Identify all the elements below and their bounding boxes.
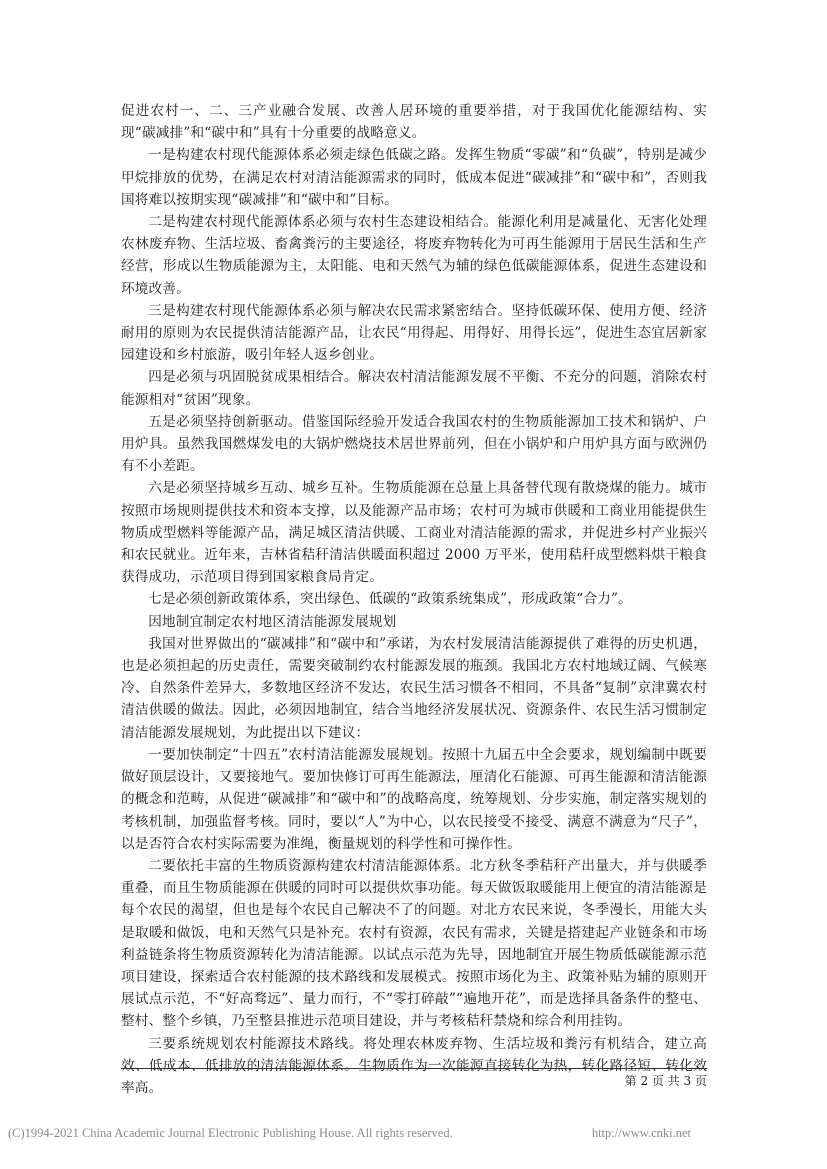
page-number: 第 2 页 共 3 页 [624,1074,707,1088]
paragraph: 四是必须与巩固脱贫成果相结合。解决农村清洁能源发展不平衡、不充分的问题，消除农村能源相对“贫困”现象。 [121,369,707,408]
paragraph: 一要加快制定“十四五”农村清洁能源发展规划。按照十九届五中全会要求，规划编制中既要做好顶层设计，又要接地气。要加快修订可再生能源法，厘清化石能源、可再生能源和清洁能源的概念和范畴，从促进“碳减排”和“碳中和”的战略高度，统筹规划、分步实施，制定落实规划的考核机制，加强监督考核。同时，要以“人”为中心，以农民接受不接受、满意不满意为“尺子”，以是否符合农村实际需要为准绳，衡量规划的科学性和可操作性。 [121,746,707,852]
paragraph: 三要系统规划农村能源技术路线。将处理农林废弃物、生活垃圾和粪污有机结合，建立高效、低成本、低排放的清洁能源体系。生物质作为一次能源直接转化为热，转化路径短、转化效率高。 [121,1035,707,1096]
copyright-notice: (C)1994-2021 China Academic Journal Electronic Publishing House. All rights reserved. [8,1126,453,1140]
paragraph: 一是构建农村现代能源体系必须走绿色低碳之路。发挥生物质“零碳”和“负碳”，特别是减少甲烷排放的优势，在满足农村对清洁能源需求的同时，低成本促进“碳减排”和“碳中和”，否则我国将难以按期实现“碳减排”和“碳中和”目标。 [121,147,707,208]
paragraph: 促进农村一、二、三产业融合发展、改善人居环境的重要举措，对于我国优化能源结构、实现“碳减排”和“碳中和”具有十分重要的战略意义。 [121,103,707,142]
footer-divider [121,1068,707,1069]
article-body [121,100,707,1099]
paragraph: 二要依托丰富的生物质资源构建农村清洁能源体系。北方秋冬季秸秆产出量大，并与供暖季重叠，而且生物质能源在供暖的同时可以提供炊事功能。每天做饭取暖能用上便宜的清洁能源是每个农民的渴望，但也是每个农民自己解决不了的问题。对北方农民来说，冬季漫长，用能大头是取暖和做饭，电和天然气只是补充。农村有资源，农民有需求，关键是搭建起产业链条和市场利益链条将生物质资源转化为清洁能源。以试点示范为先导，因地制宜开展生物质低碳能源示范项目建设，探索适合农村能源的技术路线和发展模式。按照市场化为主、政策补贴为辅的原则开展试点示范，不“好高骛远”、量力而行，不“零打碎敲”“遍地开花”，而是选择具备条件的整屯、整村、整个乡镇，乃至整县推进示范项目建设，并与考核秸秆禁烧和综合利用挂钩。 [121,857,707,1030]
paragraph: 七是必须创新政策体系，突出绿色、低碳的“政策系统集成”，形成政策“合力”。 [148,591,632,608]
section-heading: 因地制宜制定农村地区清洁能源发展规划 [148,613,397,630]
paragraph: 二是构建农村现代能源体系必须与农村生态建设相结合。能源化利用是减量化、无害化处理农林废弃物、生活垃圾、畜禽粪污的主要途径，将废弃物转化为可再生能源用于居民生活和生产经营，形成以生物质能源为主，太阳能、电和天然气为辅的绿色低碳能源体系，促进生态建设和环境改善。 [121,214,707,297]
paragraph: 五是必须坚持创新驱动。借鉴国际经验开发适合我国农村的生物质能源加工技术和锅炉、户用炉具。虽然我国燃煤发电的大锅炉燃烧技术居世界前列，但在小锅炉和户用炉具方面与欧洲仍有不小差距。 [121,413,707,475]
copyright-bar [0,1126,827,1141]
website-link[interactable]: http://www.cnki.net [591,1126,691,1140]
paragraph: 我国对世界做出的“碳减排”和“碳中和”承诺，为农村发展清洁能源提供了难得的历史机遇，也是必须担起的历史责任，需要突破制约农村能源发展的瓶颈。我国北方农村地域辽阔、气候寒冷、自然条件差异大，多数地区经济不发达，农民生活习惯各不相同，不具备“复制”京津冀农村清洁供暖的做法。因此，必须因地制宜，结合当地经济发展状况、资源条件、农民生活习惯制定清洁能源发展规划，为此提出以下建议： [121,635,707,741]
paragraph: 六是必须坚持城乡互动、城乡互补。生物质能源在总量上具备替代现有散烧煤的能力。城市按照市场规则提供技术和资本支撑，以及能源产品市场；农村可为城市供暖和工商业用能提供生物质成型燃料等能源产品，满足城区清洁供暖、工商业对清洁能源的需求，并促进乡村产业振兴和农民就业。近年来，吉林省秸秆清洁供暖面积超过 2000 万平米，使用秸秆成型燃料烘干粮食获得成功，示范项目得到国家粮食局肯定。 [121,480,707,586]
paragraph: 三是构建农村现代能源体系必须与解决农民需求紧密结合。坚持低碳环保、使用方便、经济耐用的原则为农民提供清洁能源产品，让农民“用得起、用得好、用得长远”，促进生态宜居新家园建设和乡村旅游，吸引年轻人返乡创业。 [121,302,707,364]
